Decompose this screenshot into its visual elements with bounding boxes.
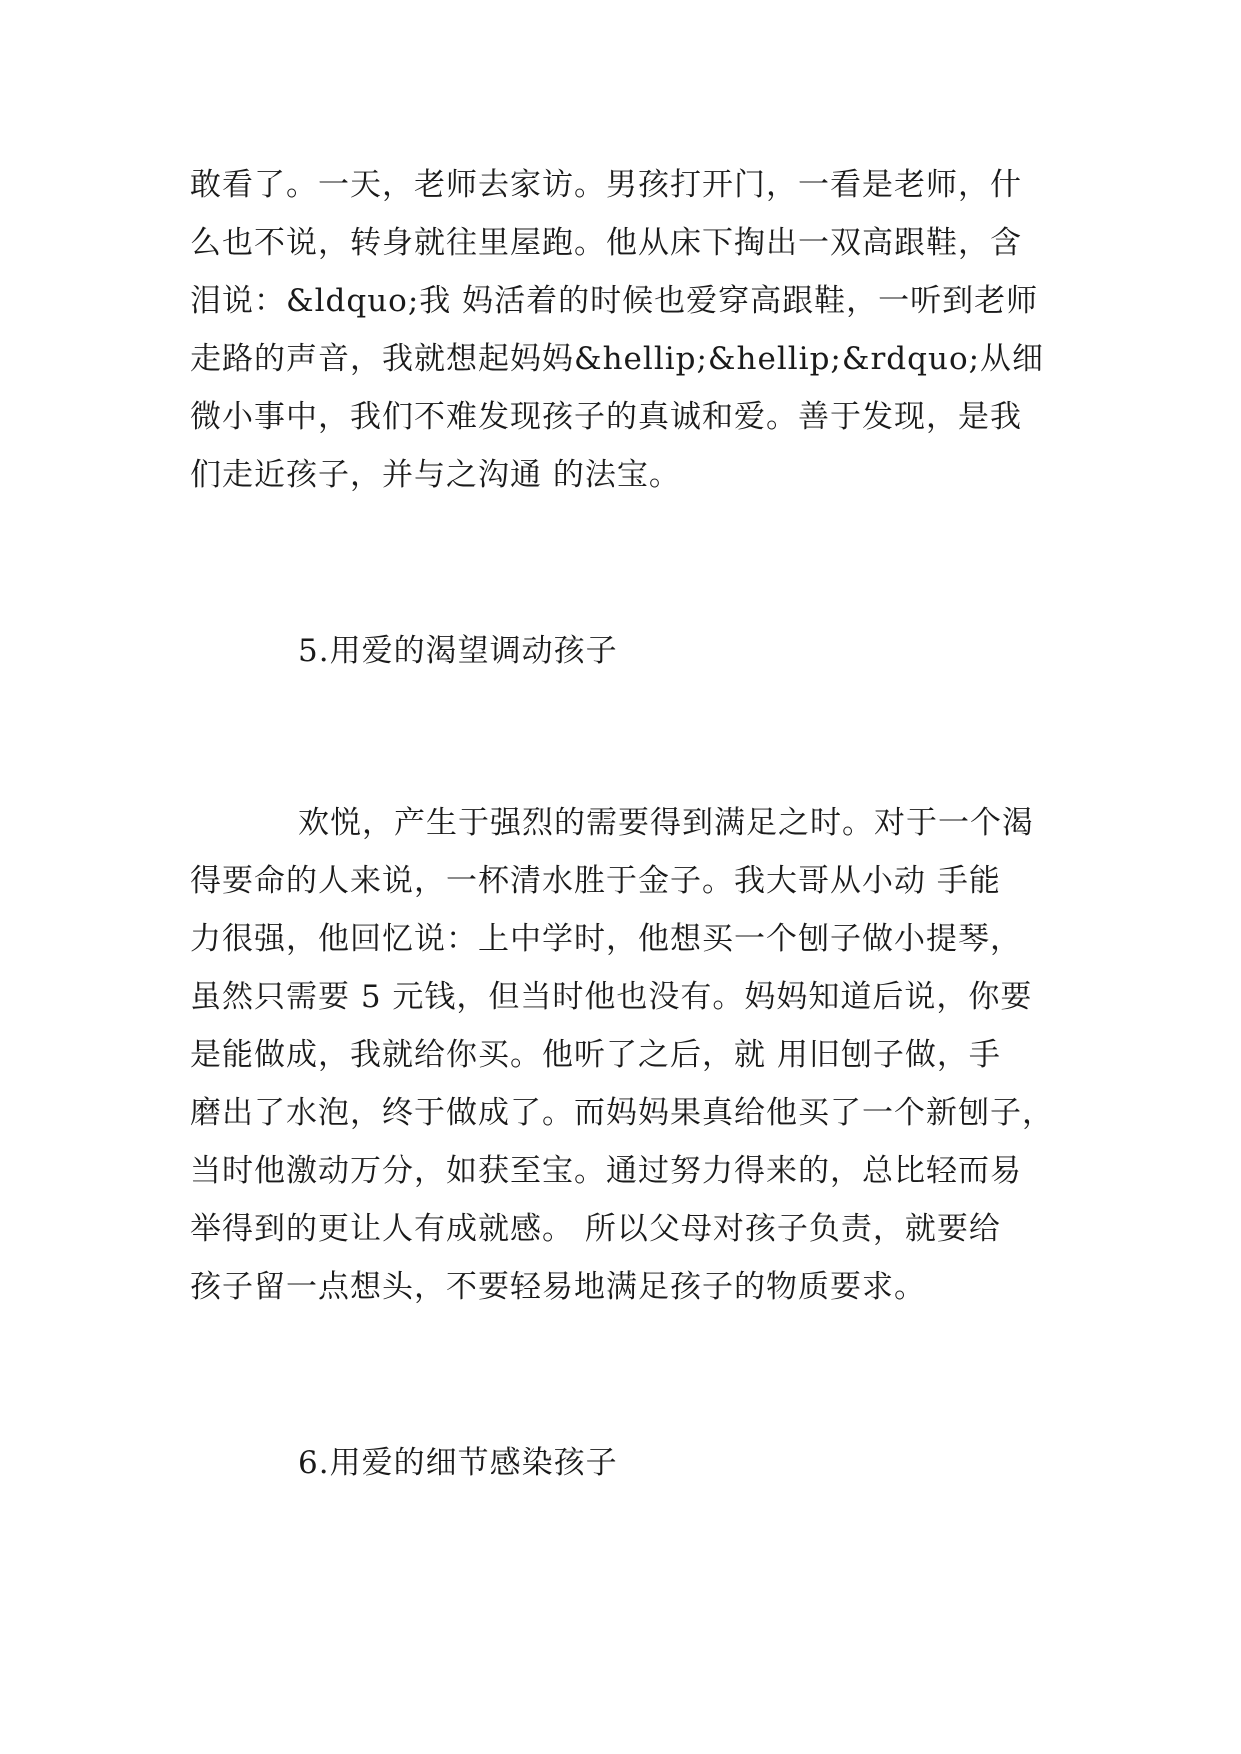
paragraph-line: 虽然只需要 5 元钱，但当时他也没有。妈妈知道后说，你要 xyxy=(190,979,1033,1015)
paragraph-line: 得要命的人来说，一杯清水胜于金子。我大哥从小动 手能 xyxy=(190,863,1001,899)
paragraph-line: 当时他激动万分，如获至宝。通过努力得来的，总比轻而易 xyxy=(190,1153,1022,1189)
section-heading-5: 5.用爱的渴望调动孩子 xyxy=(298,633,618,669)
paragraph-line: 泪说：&ldquo;我 妈活着的时候也爱穿高跟鞋，一听到老师 xyxy=(190,283,1039,319)
paragraph-line: 举得到的更让人有成就感。 所以父母对孩子负责，就要给 xyxy=(190,1211,1001,1247)
paragraph-line: 是能做成，我就给你买。他听了之后，就 用旧刨子做，手 xyxy=(190,1037,1001,1073)
paragraph-line: 么也不说，转身就往里屋跑。他从床下掏出一双高跟鞋，含 xyxy=(190,225,1022,261)
section-heading-6: 6.用爱的细节感染孩子 xyxy=(298,1445,618,1481)
paragraph-line: 们走近孩子，并与之沟通 的法宝。 xyxy=(190,457,681,493)
paragraph-line: 孩子留一点想头，不要轻易地满足孩子的物质要求。 xyxy=(190,1269,926,1305)
paragraph-line: 力很强，他回忆说：上中学时，他想买一个刨子做小提琴， xyxy=(190,921,1022,957)
paragraph-line: 走路的声音，我就想起妈妈&hellip;&hellip;&rdquo;从细 xyxy=(190,341,1045,377)
paragraph-line: 欢悦，产生于强烈的需要得到满足之时。对于一个渴 xyxy=(298,805,1034,841)
paragraph-line: 磨出了水泡，终于做成了。而妈妈果真给他买了一个新刨子， xyxy=(190,1095,1054,1131)
paragraph-line: 微小事中，我们不难发现孩子的真诚和爱。善于发现，是我 xyxy=(190,399,1022,435)
paragraph-line: 敢看了。一天，老师去家访。男孩打开门，一看是老师，什 xyxy=(190,167,1022,203)
